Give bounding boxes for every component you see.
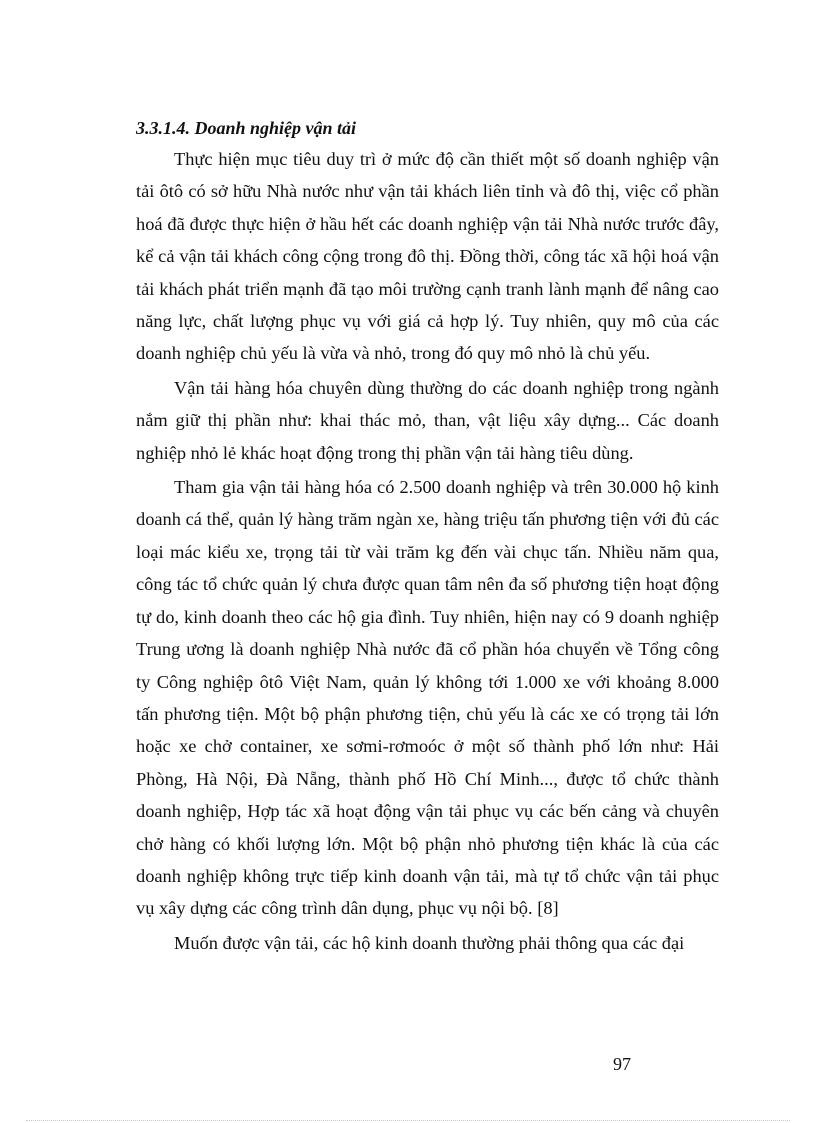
body-text [136,143,719,961]
section-heading: 3.3.1.4. Doanh nghiệp vận tải [136,118,357,138]
page-number: 97 [613,1054,631,1074]
paragraph-freight-participants: Tham gia vận tải hàng hóa có 2.500 doanh nghiệp và trên 30.000 hộ kinh doanh cá thể, quản lý hàng trăm ngàn xe, hàng triệu tấn phương tiện với đủ các loại mác kiểu xe, trọng tải từ vài trăm kg đến vài chục tấn. Nhiều năm qua, công tác tổ chức quản lý chưa được quan tâm nên đa số phương tiện hoạt động tự do, kinh doanh theo các hộ gia đình. Tuy nhiên, hiện nay có 9 doanh nghiệp Trung ương là doanh nghiệp Nhà nước đã cổ phần hóa chuyển về Tổng công ty Công nghiệp ôtô Việt Nam, quản lý không tới 1.000 xe với khoảng 8.000 tấn phương tiện. Một bộ phận phương tiện, chủ yếu là các xe có trọng tải lớn hoặc xe chở container, xe sơmi-rơmoóc ở một số thành phố lớn như: Hải Phòng, Hà Nội, Đà Nẵng, thành phố Hồ Chí Minh..., được tổ chức thành doanh nghiệp, Hợp tác xã hoạt động vận tải phục vụ các bến cảng và chuyên chở hàng có khối lượng lớn. Một bộ phận nhỏ phương tiện khác là của các doanh nghiệp không trực tiếp kinh doanh vận tải, mà tự tổ chức vận tải phục vụ xây dựng các công trình dân dụng, phục vụ nội bộ. [8] [136,477,719,919]
paragraph-specialized-freight: Vận tải hàng hóa chuyên dùng thường do các doanh nghiệp trong ngành nắm giữ thị phần như: khai thác mỏ, than, vật liệu xây dựng... Các doanh nghiệp nhỏ lẻ khác hoạt động trong thị phần vận tải hàng tiêu dùng. [136,377,719,463]
bottom-divider [26,1120,790,1121]
paragraph-household-business: Muốn được vận tải, các hộ kinh doanh thường phải thông qua các đại [174,932,685,953]
paragraph-state-enterprises: Thực hiện mục tiêu duy trì ở mức độ cần thiết một số doanh nghiệp vận tải ôtô có sở hữu Nhà nước như vận tải khách liên tỉnh và đô thị, việc cổ phần hoá đã được thực hiện ở hầu hết các doanh nghiệp vận tải Nhà nước trước đây, kể cả vận tải khách công cộng trong đô thị. Đồng thời, công tác xã hội hoá vận tải khách phát triển mạnh đã tạo môi trường cạnh tranh lành mạnh để nâng cao năng lực, chất lượng phục vụ với giá cả hợp lý. Tuy nhiên, quy mô của các doanh nghiệp chủ yếu là vừa và nhỏ, trong đó quy mô nhỏ là chủ yếu. [136,149,719,364]
